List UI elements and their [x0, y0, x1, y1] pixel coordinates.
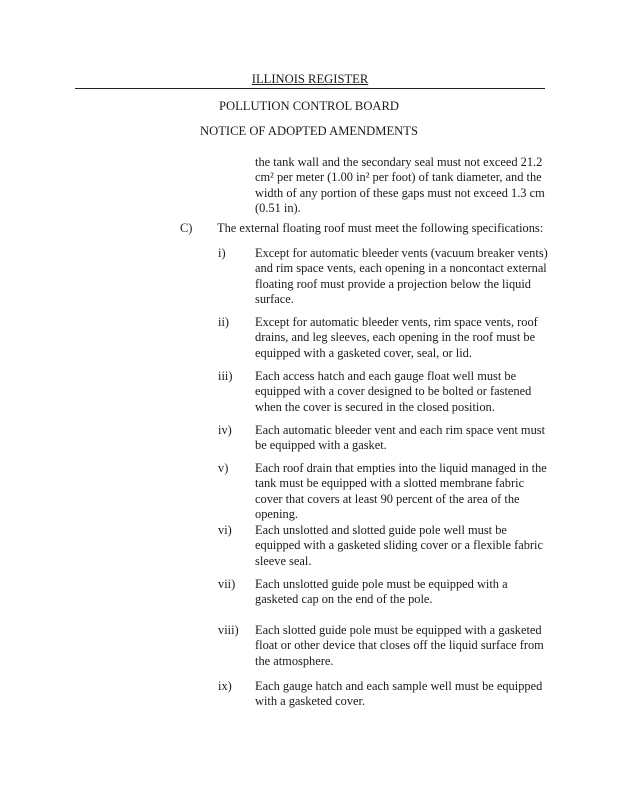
item-text	[255, 623, 544, 669]
item-text	[255, 679, 542, 710]
text-line: equipped with a gasketed cover, seal, or lid.	[255, 345, 472, 360]
item-label: vi)	[218, 523, 232, 537]
item-text	[255, 369, 531, 415]
item-text	[255, 461, 547, 523]
text-line: gasketed cap on the end of the pole.	[255, 592, 433, 607]
section-c-label: C)	[180, 221, 193, 235]
text-line: Each unslotted guide pole must be equipped with a	[255, 577, 508, 591]
text-line: (0.51 in).	[255, 201, 301, 216]
header-rule	[75, 88, 545, 89]
text-line: Each unslotted and slotted guide pole well must be	[255, 523, 507, 537]
item-label: vii)	[218, 577, 236, 591]
continuation-paragraph	[255, 155, 545, 217]
text-line: when the cover is secured in the closed position.	[255, 399, 495, 414]
item-label: ii)	[218, 315, 230, 329]
text-line: drains, and leg sleeves, each opening in the roof must be	[255, 330, 536, 345]
text-line: the tank wall and the secondary seal must not exceed 21.2	[255, 155, 543, 169]
text-line: the atmosphere.	[255, 653, 334, 668]
item-label: v)	[218, 461, 229, 475]
text-line: Each automatic bleeder vent and each rim space vent must	[255, 423, 546, 437]
item-text	[255, 246, 548, 308]
text-line: Except for automatic bleeder vents, rim space vents, roof	[255, 315, 538, 329]
item-label: viii)	[218, 623, 239, 637]
item-text	[255, 523, 543, 569]
text-line: be equipped with a gasket.	[255, 438, 387, 453]
item-text	[255, 315, 538, 361]
text-line: Each roof drain that empties into the liquid managed in the	[255, 461, 547, 475]
item-label: iii)	[218, 369, 233, 383]
text-line: and rim space vents, each opening in a noncontact external	[255, 261, 547, 276]
text-line: Each access hatch and each gauge float well must be	[255, 369, 517, 383]
text-line: sleeve seal.	[255, 553, 312, 568]
text-line: cm² per meter (1.00 in² per foot) of tank diameter, and the	[255, 170, 542, 185]
item-label: i)	[218, 246, 226, 260]
item-label: ix)	[218, 679, 232, 693]
register-title: ILLINOIS REGISTER	[251, 72, 369, 86]
text-line: Except for automatic bleeder vents (vacuum breaker vents)	[255, 246, 548, 260]
text-line: equipped with a cover designed to be bolted or fastened	[255, 384, 532, 399]
text-line: with a gasketed cover.	[255, 694, 366, 709]
text-line: tank must be equipped with a slotted membrane fabric	[255, 476, 525, 491]
notice-title: NOTICE OF ADOPTED AMENDMENTS	[200, 124, 418, 138]
text-line: width of any portion of these gaps must not exceed 1.3 cm	[255, 185, 545, 200]
text-line: Each slotted guide pole must be equipped with a gasketed	[255, 623, 542, 637]
section-c-text: The external floating roof must meet the following specifications:	[217, 221, 544, 235]
text-line: surface.	[255, 292, 294, 307]
item-label: iv)	[218, 423, 232, 437]
item-text	[255, 423, 545, 454]
text-line: cover that covers at least 90 percent of the area of the	[255, 491, 520, 506]
text-line: equipped with a gasketed sliding cover or a flexible fabric	[255, 538, 543, 553]
text-line: Each gauge hatch and each sample well must be equipped	[255, 679, 543, 693]
text-line: opening.	[255, 507, 299, 522]
text-line: floating roof must provide a projection below the liquid	[255, 276, 531, 291]
text-line: float or other device that closes off the liquid surface from	[255, 638, 544, 653]
agency-name: POLLUTION CONTROL BOARD	[218, 99, 400, 113]
item-text	[255, 577, 508, 608]
